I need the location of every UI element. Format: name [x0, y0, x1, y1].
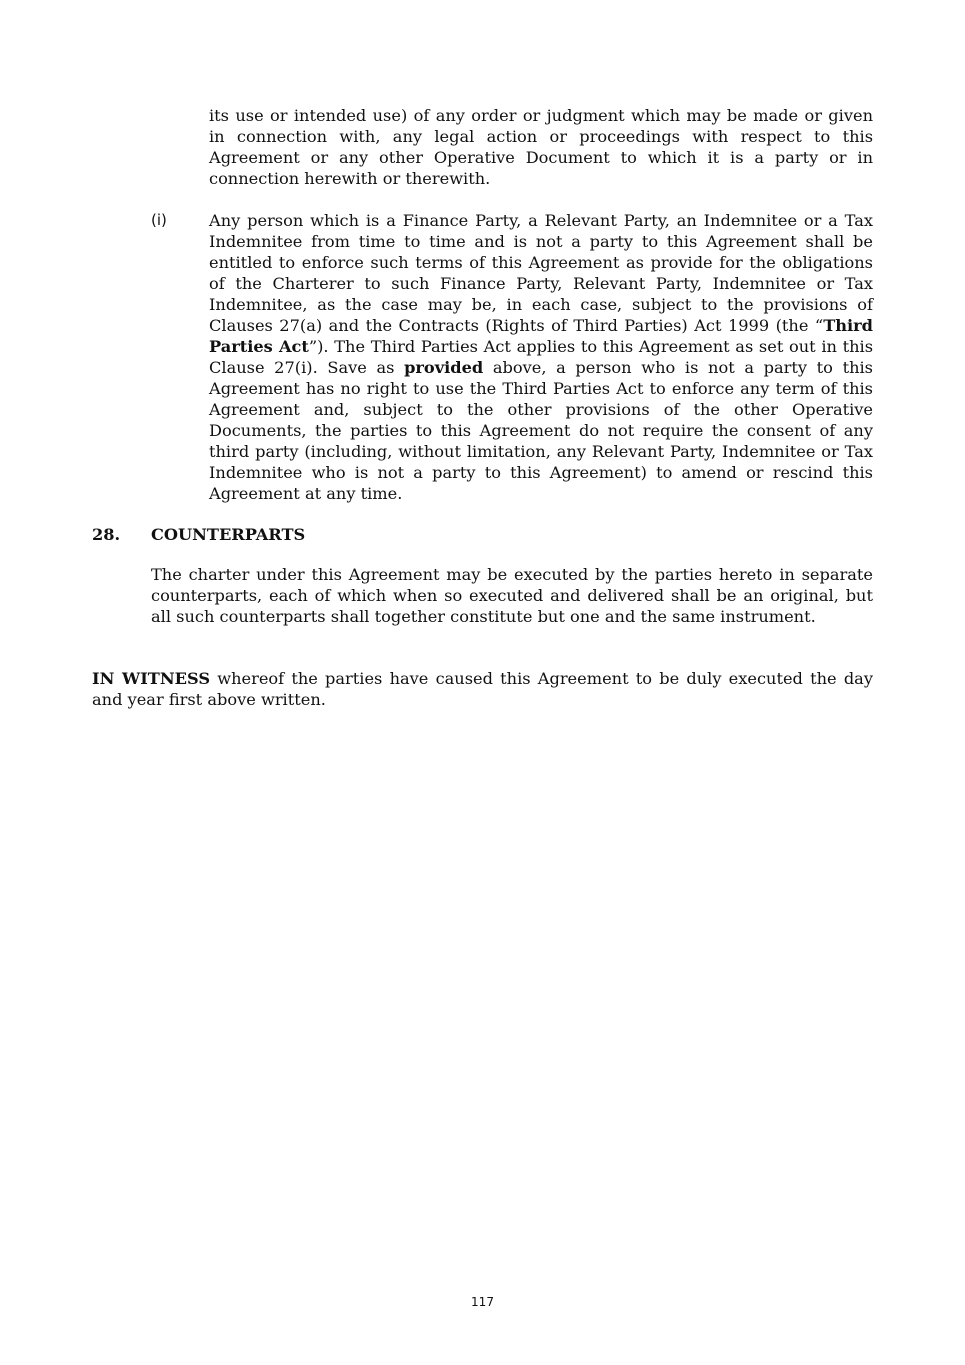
section-number: 28. — [92, 525, 121, 544]
witness-text: whereof the parties have caused this Agreement to be duly executed the day and year first above written. — [92, 669, 873, 709]
clause-item-text-1: Any person which is a Finance Party, a Relevant Party, an Indemnitee or a Tax Indemnitee from time to time and is not a party to this Agreement shall be entitled to enforce such terms of this Agreement as provide for the obligations of the Charterer to such Finance Party, Relevant Party, Indemnitee or Tax Indemnitee, as the case may be, in each case, subject to the provisions of Clauses 27(a) and the Contracts (Rights of Third Parties) Act 1999 (the “ — [209, 211, 873, 335]
counterparts-paragraph: The charter under this Agreement may be executed by the parties hereto in separate counterparts, each of which when so executed and delivered shall be an original, but all such counterparts shall together constitute but one and the same instrument. — [151, 565, 873, 626]
bold-term-provided: provided — [404, 358, 484, 377]
witness-bold: IN WITNESS — [92, 669, 211, 688]
clause-item-body — [209, 210, 873, 504]
defined-term-third-parties-act: Third Parties Act — [209, 316, 873, 356]
clause-item-text-2: ”). The Third Parties Act applies to this Agreement as set out in this Clause 27(i). Save as — [209, 337, 873, 377]
page-number: 117 — [471, 1295, 494, 1309]
section-heading: COUNTERPARTS — [151, 525, 306, 544]
clause-item-label: (i) — [151, 211, 167, 229]
witness-clause — [92, 668, 873, 710]
clause-item-text-3: above, a person who is not a party to this Agreement has no right to use the Third Parties Act to enforce any term of this Agreement and, subject to the other provisions of the other Operative Documents, the parties to this Agreement do not require the consent of any third party (including, without limitation, any Relevant Party, Indemnitee or Tax Indemnitee who is not a party to this Agreement) to amend or rescind this Agreement at any time. — [209, 358, 873, 503]
continued-paragraph: its use or intended use) of any order or judgment which may be made or given in connection with, any legal action or proceedings with respect to this Agreement or any other Operative Document to which it is a party or in connection herewith or therewith. — [209, 106, 873, 188]
